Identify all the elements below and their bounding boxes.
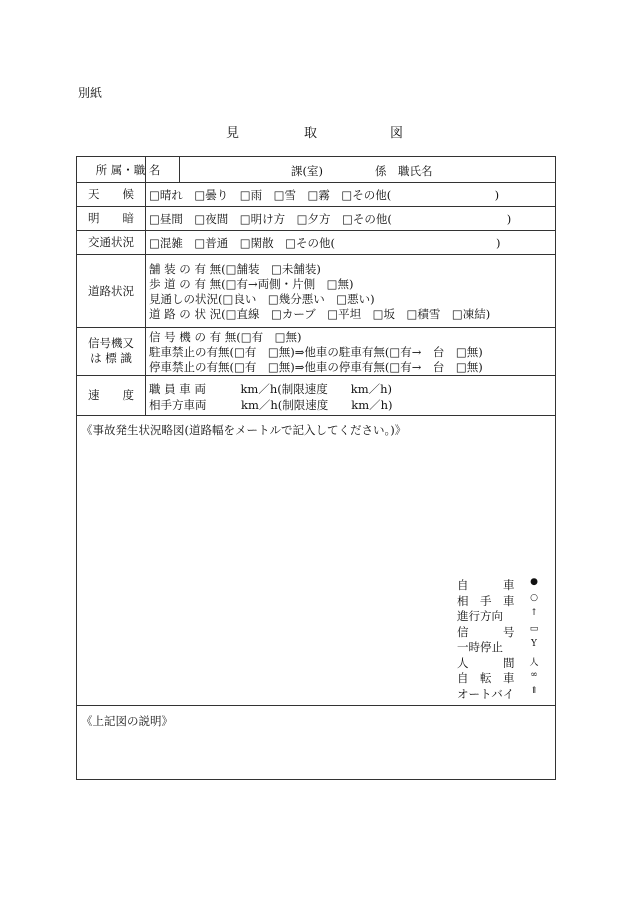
legend-label: 進行方向 [457,609,503,623]
signal-presence-options[interactable]: 信 号 機 の 有 無(□有 □無) [149,330,302,344]
motorcycle-icon: ⇑ [530,685,538,696]
attachment-label: 別紙 [78,86,103,100]
legend-item [457,608,545,624]
signal-sign-label [77,327,145,375]
header-cell-divider [179,157,180,182]
other-vehicle-icon: ○ [530,592,538,603]
legend-label: 人 間 [457,655,515,670]
weather-options[interactable]: □晴れ □曇り □雨 □雪 □霧 □その他( ) [149,188,500,202]
legend-item [457,655,545,671]
legend-label: 信 号 [457,624,515,639]
road-conditions-label: 道路状況 [88,283,134,298]
affiliation-label: 所 属・職 名 [95,162,161,177]
traffic-signal-icon: ▭ [529,623,539,634]
no-stopping-options[interactable]: 停車禁止の有無(□有 □無)⇒他車の停車有無(□有→ 台 □無) [149,360,483,374]
traffic-label: 交通状況 [88,235,134,249]
title-char-1: 見 [226,126,240,141]
row-divider [77,206,555,207]
legend-label: 一時停止 [457,640,503,654]
legend-label: 相 手 車 [457,593,515,608]
section-name-field[interactable]: 係 職氏名 [375,164,433,178]
pedestrian-icon: 人 [529,657,539,668]
row-divider [77,230,555,231]
row-divider [77,705,555,706]
no-parking-options[interactable]: 駐車禁止の有無(□有 □無)⇒他車の駐車有無(□有→ 台 □無) [149,345,483,359]
row-divider [77,327,555,328]
road-sidewalk-options[interactable]: 歩 道 の 有 無(□有→両側・片側 □無) [149,277,354,291]
explanation-caption: 《上記図の説明》 [81,714,173,728]
road-visibility-options[interactable]: 見通しの状況(□良い □幾分悪い □悪い) [149,292,375,306]
stop-sign-icon: Y [531,639,537,649]
road-pavement-options[interactable]: 舗 装 の 有 無(□舗装 □未舗装) [149,262,321,276]
traffic-options[interactable]: □混雑 □普通 □閑散 □その他( ) [149,236,501,250]
weather-label: 天 候 [88,187,134,201]
legend-label: 自 転 車 [457,671,515,685]
own-vehicle-icon: ● [530,577,538,587]
row-divider [77,415,555,416]
title-char-3: 図 [390,126,404,141]
speed-label: 速 度 [88,388,134,402]
diagram-caption: 《事故発生状況略図(道路幅をメートルで記入してください。)》 [81,423,407,437]
legend-item [457,686,545,702]
signal-sign-label-line1: 信号機又 [88,336,134,350]
road-shape-options[interactable]: 道 路 の 状 況(□直線 □カーブ □平坦 □坂 □積雪 □凍結) [149,307,491,321]
brightness-label: 明 暗 [88,211,134,225]
department-field[interactable]: 課(室) [291,164,323,178]
brightness-options[interactable]: □昼間 □夜間 □明け方 □夕方 □その他( ) [149,212,512,226]
inspection-form [76,156,556,780]
legend-item [457,670,545,686]
title-char-2: 取 [304,126,318,141]
legend-item [457,593,545,609]
label-column-divider [145,157,146,415]
row-divider [77,375,555,376]
legend-item [457,624,545,640]
staff-vehicle-speed[interactable]: 職 員 車 両 km／h(制限速度 km／h) [149,382,392,396]
row-divider [77,254,555,255]
bicycle-icon: ∞ [530,670,538,680]
legend-label: 自 車 [457,578,515,592]
travel-direction-icon: ↑ [530,608,538,618]
row-divider [77,182,555,183]
legend-item [457,639,545,655]
signal-sign-label-line2: は 標 識 [90,351,132,365]
legend-item [457,577,545,593]
other-vehicle-speed[interactable]: 相手方車両 km／h(制限速度 km／h) [149,398,393,412]
legend-label: オートバイ [457,686,515,701]
